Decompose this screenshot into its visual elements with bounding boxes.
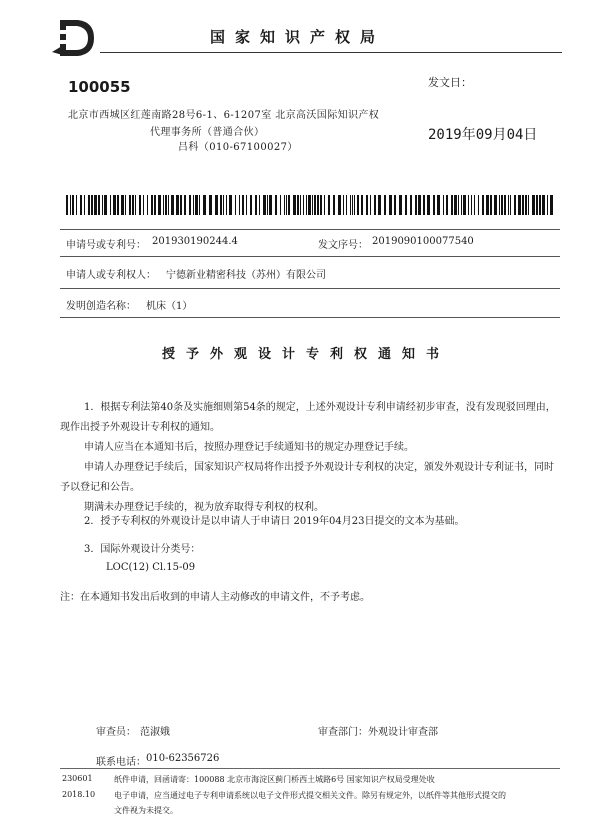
barcode-bar bbox=[463, 195, 466, 215]
paragraph-5: 2．授予专利权的外观设计是以申请人于申请日 2019年04月23日提交的文本为基础。 bbox=[84, 516, 465, 527]
barcode-bar bbox=[269, 195, 272, 215]
barcode-bar bbox=[76, 195, 77, 215]
barcode-bar bbox=[176, 195, 179, 215]
barcode-bar bbox=[180, 195, 182, 215]
barcode-bar bbox=[151, 195, 153, 215]
paragraph-2: 申请人应当在本通知书后，按照办理登记手续通知书的规定办理登记手续。 bbox=[84, 442, 414, 453]
barcode-bar bbox=[490, 195, 492, 215]
barcode-bar bbox=[98, 195, 100, 215]
barcode-bar bbox=[518, 195, 521, 215]
barcode-bar bbox=[203, 195, 206, 215]
barcode-bar bbox=[427, 195, 430, 215]
loc-classification: LOC(12) Cl.15-09 bbox=[106, 562, 196, 573]
barcode-bar bbox=[255, 195, 257, 215]
barcode-bar bbox=[547, 195, 548, 215]
barcode-bar bbox=[482, 195, 484, 215]
barcode-bar bbox=[293, 195, 296, 215]
barcode-bar bbox=[324, 195, 325, 215]
barcode-bar bbox=[374, 195, 376, 215]
barcode-bar bbox=[280, 195, 281, 215]
barcode-bar bbox=[189, 195, 191, 215]
phone-number: 010-62356726 bbox=[146, 753, 220, 764]
form-version: 2018.10 bbox=[62, 790, 96, 799]
barcode-bar bbox=[415, 195, 417, 215]
barcode-bar bbox=[223, 195, 224, 215]
barcode-bar bbox=[125, 195, 126, 215]
notice-title: 授予外观设计专利权通知书 bbox=[161, 347, 450, 362]
barcode-bar bbox=[418, 195, 421, 215]
barcode-bar bbox=[314, 195, 316, 215]
footer-line-3: 文件视为未提交。 bbox=[114, 806, 178, 815]
barcode-bar bbox=[306, 195, 307, 215]
examiner-label: 审查员： bbox=[96, 727, 136, 738]
paragraph-4: 期满未办理登记手续的，视为放弃取得专利权的权利。 bbox=[84, 502, 324, 513]
barcode-bar bbox=[102, 195, 103, 215]
barcode-bar bbox=[235, 195, 236, 215]
barcode-bar bbox=[158, 195, 161, 215]
barcode-bar bbox=[508, 195, 509, 215]
cnipa-logo bbox=[48, 12, 98, 62]
barcode-bar bbox=[405, 195, 407, 215]
barcode-bar bbox=[361, 195, 363, 215]
paragraph-1: 1．根据专利法第40条及实施细则第54条的规定，上述外观设计专利申请经初步审查，没有发现驳回理由，现作出授予外观设计专利权的通知。 bbox=[60, 402, 556, 433]
field-divider bbox=[60, 317, 560, 318]
paragraph-6: 3．国际外观设计分类号： bbox=[84, 544, 201, 555]
field-divider bbox=[60, 256, 560, 257]
barcode-bar bbox=[354, 195, 355, 215]
barcode-bar bbox=[72, 195, 74, 215]
barcode-bar bbox=[378, 195, 381, 215]
postcode: 100055 bbox=[68, 78, 131, 96]
barcode-bar bbox=[454, 195, 457, 215]
barcode-bar bbox=[209, 195, 212, 215]
serial-number: 2019090100077540 bbox=[372, 236, 474, 247]
barcode-bar bbox=[88, 195, 90, 215]
barcode-bar bbox=[143, 195, 144, 215]
barcode-bar bbox=[443, 195, 444, 215]
applicant-label: 申请人或专利权人： bbox=[66, 270, 156, 281]
barcode-bar bbox=[328, 195, 330, 215]
barcode-bar bbox=[135, 195, 136, 215]
barcode-bar bbox=[384, 195, 386, 215]
barcode-bar bbox=[139, 195, 141, 215]
application-number: 201930190244.4 bbox=[152, 236, 238, 247]
barcode-bar bbox=[220, 195, 222, 215]
barcode-bar bbox=[461, 195, 462, 215]
barcode-bar bbox=[550, 195, 553, 215]
barcode-bar bbox=[532, 195, 535, 215]
barcode-bar bbox=[275, 195, 277, 215]
barcode-bar bbox=[147, 195, 148, 215]
issue-date: 2019年09月04日 bbox=[428, 127, 538, 143]
barcode-bar bbox=[478, 195, 479, 215]
examiner-name: 范淑娥 bbox=[140, 727, 170, 738]
recipient-address-line1: 北京市西城区红莲南路28号6-1、6-1207室 北京高沃国际知识产权 bbox=[68, 110, 380, 121]
barcode-bar bbox=[536, 195, 538, 215]
barcode-bar bbox=[320, 195, 322, 215]
barcode-bar bbox=[121, 195, 124, 215]
barcode-bar bbox=[333, 195, 335, 215]
recipient-address-line2: 代理事务所（普通合伙） bbox=[150, 127, 265, 138]
barcode-bar bbox=[171, 195, 174, 215]
barcode-bar bbox=[195, 195, 198, 215]
barcode-bar bbox=[229, 195, 232, 215]
barcode-bar bbox=[366, 195, 368, 215]
barcode-bar bbox=[91, 195, 93, 215]
barcode-bar bbox=[215, 195, 218, 215]
barcode-bar bbox=[163, 195, 164, 215]
barcode-bar bbox=[312, 195, 313, 215]
barcode-bar bbox=[501, 195, 503, 215]
barcode-bar bbox=[510, 195, 511, 215]
note: 注：在本通知书发出后收到的申请人主动修改的申请文件，不予考虑。 bbox=[60, 592, 370, 603]
barcode-bar bbox=[250, 195, 252, 215]
barcode-bar bbox=[263, 195, 266, 215]
field-divider bbox=[60, 288, 560, 289]
barcode-bar bbox=[486, 195, 489, 215]
office-title: 国家知识产权局 bbox=[210, 28, 386, 46]
barcode-bar bbox=[542, 195, 545, 215]
application-number-label: 申请号或专利号： bbox=[66, 240, 146, 251]
field-divider bbox=[60, 229, 560, 230]
design-title: 机床（1） bbox=[146, 301, 193, 312]
barcode-bar bbox=[352, 195, 353, 215]
barcode-bar bbox=[259, 195, 260, 215]
barcode-bar bbox=[165, 195, 167, 215]
barcode-bar bbox=[370, 195, 371, 215]
barcode-bar bbox=[199, 195, 200, 215]
barcode-bar bbox=[300, 195, 301, 215]
barcode-bar bbox=[437, 195, 440, 215]
barcode-bar bbox=[308, 195, 311, 215]
barcode-bar bbox=[288, 195, 290, 215]
department-name: 外观设计审查部 bbox=[368, 727, 438, 738]
barcode-bar bbox=[357, 195, 359, 215]
barcode-bar bbox=[154, 195, 156, 215]
barcode-bar bbox=[317, 195, 319, 215]
department-label: 审查部门： bbox=[318, 727, 368, 738]
barcode-bar bbox=[514, 195, 516, 215]
barcode-bar bbox=[389, 195, 392, 215]
barcode-bar bbox=[297, 195, 299, 215]
barcode-bar bbox=[539, 195, 541, 215]
barcode-bar bbox=[399, 195, 402, 215]
design-title-label: 发明创造名称： bbox=[66, 301, 136, 312]
footer-line-2: 电子申请，应当通过电子专利申请系统以电子文件形式提交相关文件。除另有规定外，以纸件等其他形式提交的 bbox=[114, 791, 506, 800]
barcode-bar bbox=[84, 195, 85, 215]
barcode-bar bbox=[110, 195, 111, 215]
paragraph-3: 申请人办理登记手续后，国家知识产权局将作出授予外观设计专利权的决定，颁发外观设计专利证书，同时予以登记和公告。 bbox=[60, 462, 554, 493]
header-rule bbox=[100, 52, 562, 53]
barcode-bar bbox=[338, 195, 341, 215]
barcode-bar bbox=[499, 195, 500, 215]
barcode-bar bbox=[70, 195, 71, 215]
barcode-bar bbox=[226, 195, 227, 215]
barcode-bar bbox=[242, 195, 244, 215]
barcode-bar bbox=[104, 195, 107, 215]
footer-rule bbox=[60, 768, 560, 769]
form-code: 230601 bbox=[62, 774, 93, 783]
barcode-bar bbox=[528, 195, 529, 215]
barcode-bar bbox=[239, 195, 240, 215]
barcode-bar bbox=[246, 195, 247, 215]
barcode-bar bbox=[446, 195, 448, 215]
barcode-bar bbox=[132, 195, 134, 215]
barcode-bar bbox=[350, 195, 351, 215]
barcode-bar bbox=[303, 195, 304, 215]
barcode-bar bbox=[423, 195, 425, 215]
barcode-bar bbox=[267, 195, 268, 215]
barcode-bar bbox=[117, 195, 119, 215]
barcode-bar bbox=[113, 195, 116, 215]
phone-label: 联系电话： bbox=[96, 757, 146, 768]
barcode-bar bbox=[525, 195, 527, 215]
barcode-bar bbox=[410, 195, 412, 215]
barcode-bar bbox=[284, 195, 285, 215]
barcode-bar bbox=[286, 195, 287, 215]
barcode-bar bbox=[458, 195, 459, 215]
barcode-bar bbox=[468, 195, 469, 215]
barcode-bar bbox=[343, 195, 344, 215]
barcode-bar bbox=[168, 195, 169, 215]
barcode-bar bbox=[504, 195, 506, 215]
serial-number-label: 发文序号： bbox=[318, 240, 368, 251]
barcode-bar bbox=[94, 195, 97, 215]
barcode-bar bbox=[494, 195, 497, 215]
applicant-name: 宁德新业精密科技（苏州）有限公司 bbox=[166, 270, 326, 281]
barcode-bar bbox=[433, 195, 435, 215]
barcode-bar bbox=[193, 195, 194, 215]
barcode-bar bbox=[346, 195, 347, 215]
issue-date-label: 发文日： bbox=[428, 76, 472, 89]
barcode-bar bbox=[471, 195, 472, 215]
barcode-bar bbox=[66, 195, 68, 215]
footer-line-1: 纸件申请，回函请寄：100088 北京市海淀区蓟门桥西土城路6号 国家知识产权局受理处收 bbox=[114, 775, 435, 784]
barcode bbox=[66, 195, 556, 215]
recipient-contact: 吕科（010-67100027） bbox=[178, 142, 298, 153]
barcode-bar bbox=[474, 195, 475, 215]
barcode-bar bbox=[451, 195, 453, 215]
barcode-bar bbox=[522, 195, 524, 215]
barcode-bar bbox=[394, 195, 396, 215]
barcode-bar bbox=[129, 195, 131, 215]
barcode-bar bbox=[184, 195, 186, 215]
barcode-bar bbox=[80, 195, 82, 215]
